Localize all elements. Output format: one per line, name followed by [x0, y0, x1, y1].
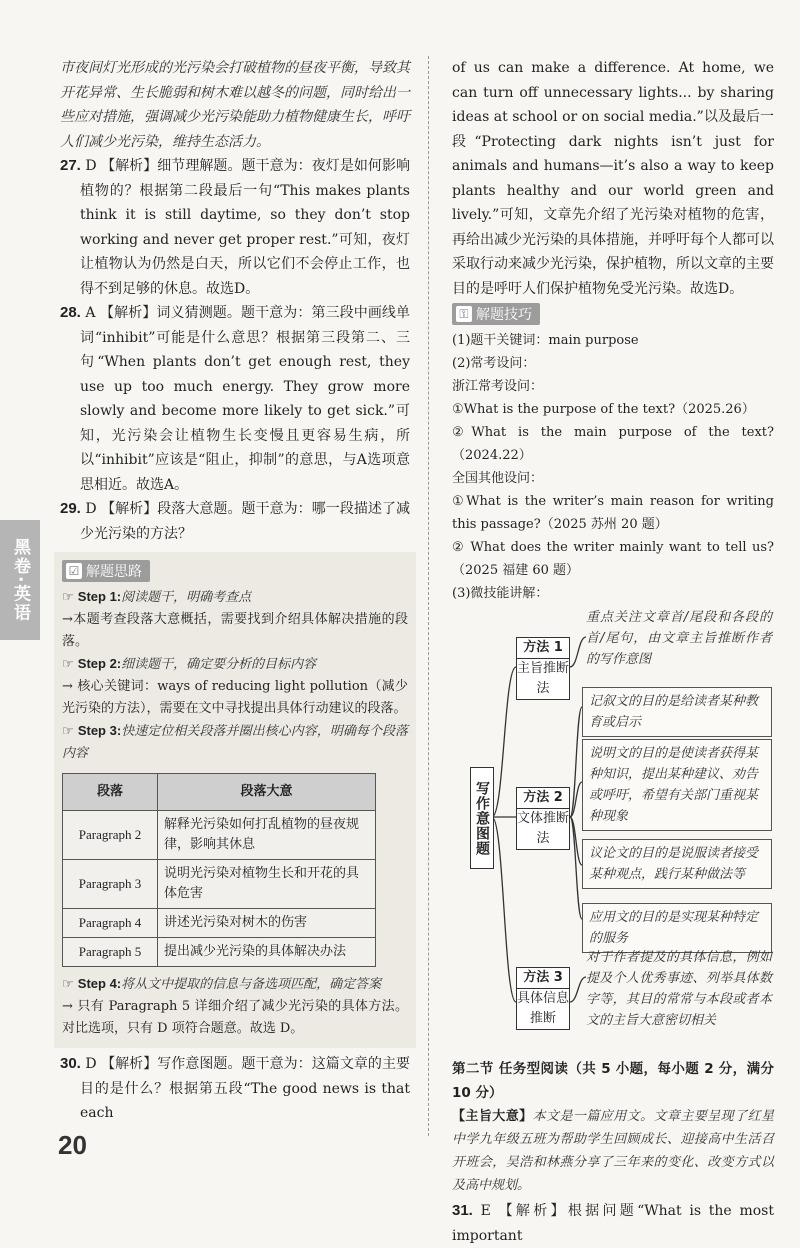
tip-line: ①What is the writer’s main reason for writing this passage?（2025 苏州 20 题） [452, 494, 774, 532]
table-header-row [63, 774, 376, 811]
table-row [63, 909, 376, 938]
answer-text: D 【解析】写作意图题。题干意为：这篇文章的主要目的是什么？根据第五段“The good news is that each [80, 1056, 410, 1121]
method-3-detail: 对于作者提及的具体信息，例如提及个人优秀事迹、列举具体数字等，其目的常常与本段或者本文的主旨大意密切相关 [586, 950, 772, 1028]
connector-line [492, 667, 516, 817]
connector-line [570, 977, 586, 1002]
main-idea-text: 本文是一篇应用文。文章主要呈现了红星中学九年级五班为帮助学生回顾成长、迎接高中生活召开班会，吴浩和林燕分享了三年来的变化、改变方式以及高中规划。 [452, 1109, 774, 1193]
method-title: 方法 2 [517, 788, 569, 809]
step-1 [62, 586, 408, 609]
banner-title: 解题技巧 [476, 307, 532, 323]
left-column [60, 56, 410, 1126]
column-divider [428, 56, 429, 1136]
table-cell: Paragraph 4 [63, 909, 158, 938]
table-header: 段落 [63, 774, 158, 811]
table-cell: 讲述光污染对树木的伤害 [158, 909, 376, 938]
step-3 [62, 720, 408, 765]
answer-text: A 【解析】词义猜测题。题干意为：第三段中画线单词“inhibit”可能是什么意思？根据第三段第二、三句“When plants don’t get enough rest, they use up too much energy. They grow more slowly and become more likely to get sick.”可知，光污染会让植物生长变慢且更容易生病，所以“inhibit”应该是“阻止，抑制”的意思，与A选项意思相近。故选A。 [80, 305, 410, 493]
tips-banner [452, 303, 540, 325]
step-handwriting: 细读题干，确定要分析的目标内容 [121, 657, 317, 672]
connector-line [492, 817, 516, 1002]
step-1-body: →本题考查段落大意概括，需要找到介绍具体解决措施的段落。 [62, 612, 408, 649]
step-2-body: → 核心关键词：ways of reducing light pollution（减少光污染的方法），需要在文中寻找提出具体行动建议的段落。 [62, 679, 408, 716]
tip-line: ② What does the writer mainly want to tell us?（2025 福建 60 题） [452, 540, 774, 578]
hand-pointer-icon: ☞ [62, 657, 74, 672]
table-row [63, 860, 376, 909]
banner-title: 解题思路 [86, 564, 142, 580]
step-4-body: → 只有 Paragraph 5 详细介绍了减少光污染的具体方法。对比选项，只有 D 项符合题意。故选 D。 [62, 999, 408, 1036]
key-icon: ⚿ [456, 306, 472, 322]
table-cell: Paragraph 5 [63, 938, 158, 967]
table-cell: 提出减少光污染的具体解决办法 [158, 938, 376, 967]
main-idea-label: 【主旨大意】 [452, 1109, 533, 1124]
table-cell: Paragraph 2 [63, 811, 158, 860]
intro-paragraph: 市夜间灯光形成的光污染会打破植物的昼夜平衡，导致其开花异常、生长脆弱和树木难以越冬的问题，同时给出一些应对措施，强调减少光污染能助力植物健康生长，呼吁人们减少光污染，维持生态活力。 [60, 60, 410, 150]
method-3-box [516, 967, 570, 1030]
question-28 [60, 301, 410, 497]
question-27 [60, 154, 410, 301]
question-30 [60, 1052, 410, 1126]
method-2-detail: 记叙文的目的是给读者某种教育或启示 [582, 687, 772, 737]
question-number: 27. [60, 157, 81, 174]
question-number: 29. [60, 500, 81, 517]
hand-pointer-icon: ☞ [62, 590, 74, 605]
hand-pointer-icon: ☞ [62, 724, 74, 739]
method-1-detail: 重点关注文章首/尾段和各段的首/尾句，由文章主旨推断作者的写作意图 [586, 610, 772, 667]
hand-pointer-icon: ☞ [62, 977, 74, 992]
question-number: 28. [60, 304, 81, 321]
method-title: 方法 3 [517, 968, 569, 989]
answer-text: E 【解析】根据问题“What is the most important [452, 1203, 774, 1244]
step-handwriting: 快速定位相关段落并圈出核心内容，明确每个段落内容 [62, 724, 408, 761]
method-name: 文体推断法 [517, 811, 570, 846]
table-header: 段落大意 [158, 774, 376, 811]
main-idea [452, 1105, 774, 1197]
tip-line: (1)题干关键词：main purpose [452, 333, 639, 348]
mindmap-root: 写作意图题 [470, 767, 494, 869]
step-2 [62, 653, 408, 676]
step-label: Step 4: [77, 976, 122, 991]
checklist-icon: ☑ [66, 563, 82, 579]
connector-line [570, 637, 586, 667]
method-2-detail: 应用文的目的是实现某种特定的服务 [582, 903, 772, 953]
step-4 [62, 973, 408, 996]
tip-line: ②What is the main purpose of the text?（2024.22） [452, 425, 774, 463]
step-label: Step 2: [77, 656, 122, 671]
method-2-box [516, 787, 570, 850]
solution-approach-banner [62, 560, 150, 582]
table-row [63, 811, 376, 860]
question-number: 30. [60, 1055, 81, 1072]
tip-line: ①What is the purpose of the text?（2025.26） [452, 402, 755, 417]
method-name: 主旨推断法 [517, 661, 570, 696]
tip-line: (2)常考设问： [452, 356, 536, 371]
answer-text: D 【解析】细节理解题。题干意为：夜灯是如何影响植物的？根据第二段最后一句“This makes plants think it is still daytime, so they don’t stop working and never get proper rest.”可知，夜灯让植物认为仍然是白天，所以它们不会停止工作，也得不到足够的休息。故选D。 [80, 158, 410, 297]
paragraph-summary-table [62, 773, 376, 967]
connector-line [570, 817, 582, 919]
table-cell: 解释光污染如何打乱植物的昼夜规律，影响其休息 [158, 811, 376, 860]
method-2-detail: 议论文的目的是说服读者接受某种观点，践行某种做法等 [582, 839, 772, 889]
table-cell: 说明光污染对植物生长和开花的具体危害 [158, 860, 376, 909]
step-handwriting: 阅读题干，明确考查点 [121, 590, 252, 605]
side-tab: 黑卷·英语 [0, 520, 40, 640]
page-number: 20 [58, 1130, 87, 1160]
right-column [452, 56, 774, 1248]
method-name: 具体信息推断 [517, 991, 570, 1026]
table-cell: Paragraph 3 [63, 860, 158, 909]
tip-line: 全国其他设问： [452, 471, 544, 486]
question-29 [60, 497, 410, 546]
answer-text: D 【解析】段落大意题。题干意为：哪一段描述了减少光污染的方法？ [80, 501, 410, 542]
question-31 [452, 1199, 774, 1248]
method-title: 方法 1 [517, 638, 569, 659]
step-label: Step 1: [77, 589, 122, 604]
table-row [63, 938, 376, 967]
solution-approach-box [54, 552, 416, 1048]
section-title: 第二节 任务型阅读（共 5 小题，每小题 2 分，满分 10 分） [452, 1061, 774, 1101]
tip-line: 浙江常考设问： [452, 379, 544, 394]
tip-line: (3)微技能讲解： [452, 586, 549, 601]
method-2-detail: 说明文的目的是使读者获得某种知识，提出某种建议、劝告或呼吁，希望有关部门重视某种现象 [582, 739, 772, 831]
step-label: Step 3: [77, 723, 122, 738]
writing-intent-mindmap [452, 607, 774, 1057]
method-1-box [516, 637, 570, 700]
question-number: 31. [452, 1202, 473, 1219]
step-handwriting: 将从文中提取的信息与备选项匹配，确定答案 [121, 977, 382, 992]
q30-continuation: of us can make a difference. At home, we can turn off unnecessary lights... by sharing ideas at school or on social media.”以及最后一段“Protecting dark nights isn’t just for animals and humans—it’s also a way to keep plants healthy and our world green and lively.”可知，文章先介绍了光污染对植物的危害，再给出减少光污染的具体措施，并呼吁每个人都可以采取行动来减少光污染，保护植物，所以文章的主要目的是呼吁人们保护植物免受光污染。故选D。 [452, 60, 774, 297]
